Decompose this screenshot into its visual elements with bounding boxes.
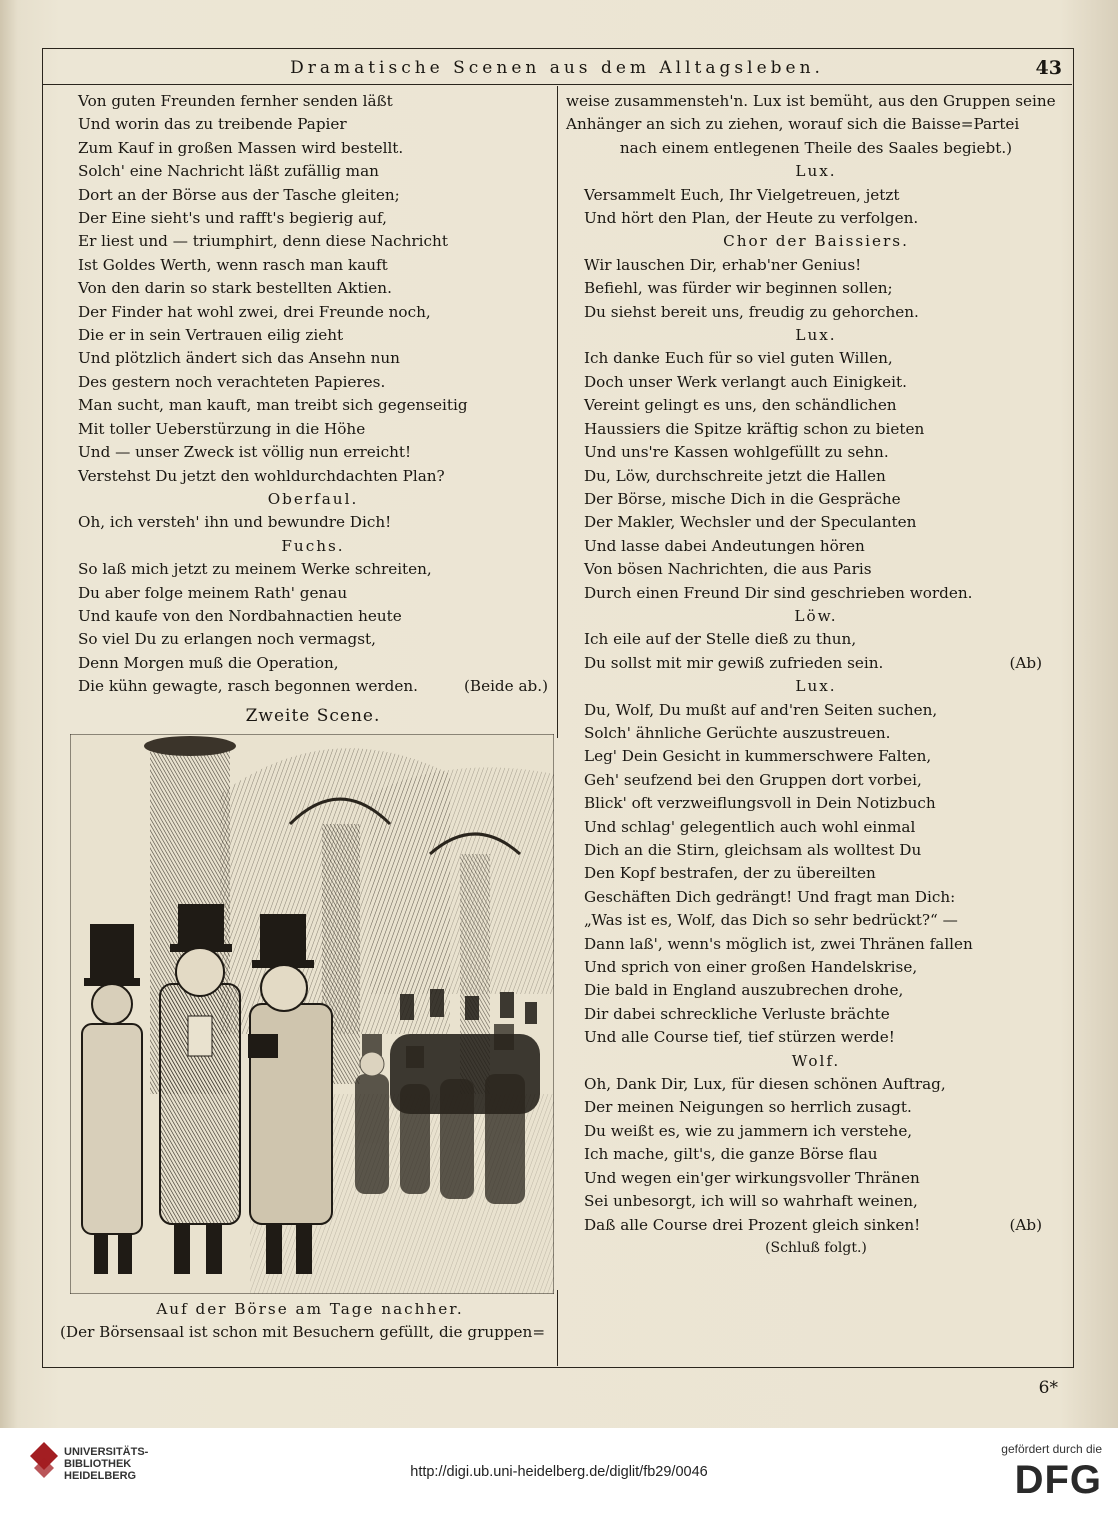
speaker-wolf: Wolf. <box>791 1051 841 1070</box>
verse-line: Die er in sein Vertrauen eilig zieht <box>78 326 344 345</box>
verse-line: Dann laß', wenn's möglich ist, zwei Thränen fallen <box>584 934 973 953</box>
verse-line: Der meinen Neigungen so herrlich zusagt. <box>584 1098 912 1117</box>
verse-line: Solch' ähnliche Gerüchte auszustreuen. <box>584 723 891 742</box>
stage-direction: (Ab) <box>1009 653 1042 672</box>
verse-line: Oh, ich versteh' ihn und bewundre Dich! <box>78 513 392 532</box>
illustration-caption <box>60 1298 560 1345</box>
verse-line: Und wegen ein'ger wirkungsvoller Thränen <box>584 1168 920 1187</box>
page-number: 43 <box>1035 57 1062 79</box>
verse-line: Du siehst bereit uns, freudig zu gehorchen. <box>584 302 919 321</box>
verse-line: „Was ist es, Wolf, das Dich so sehr bedrückt?“ — <box>584 911 958 930</box>
verse-line: Ist Goldes Werth, wenn rasch man kauft <box>78 255 388 274</box>
verse-line: Daß alle Course drei Prozent gleich sinken! <box>584 1215 921 1234</box>
verse-line: Und sprich von einer großen Handelskrise, <box>584 958 918 977</box>
permalink-url[interactable]: http://digi.ub.uni-heidelberg.de/diglit/fb29/0046 <box>410 1464 708 1480</box>
stock-exchange-engraving <box>70 734 554 1294</box>
verse-line: Und kaufe von den Nordbahnactien heute <box>78 606 402 625</box>
speaker-loew: Löw. <box>794 606 838 625</box>
verse-line: Du sollst mit mir gewiß zufrieden sein. <box>584 653 884 672</box>
verse-line-with-stage <box>566 1214 1066 1237</box>
verse-line: Von guten Freunden fernher senden läßt <box>78 92 393 110</box>
verse-line: Der Börse, mische Dich in die Gespräche <box>584 489 901 508</box>
verse-line: Doch unser Werk verlangt auch Einigkeit. <box>584 372 907 391</box>
verse-line: Zum Kauf in großen Massen wird bestellt. <box>78 138 404 157</box>
verse-line: Du, Wolf, Du mußt auf and'ren Seiten suchen, <box>584 700 938 719</box>
verse-line: Dich an die Stirn, gleichsam als wolltest Du <box>584 841 922 859</box>
verse-line: Du weißt es, wie zu jammern ich verstehe, <box>584 1121 913 1140</box>
verse-line: Dir dabei schreckliche Verluste brächte <box>584 1004 890 1023</box>
verse-line: Ich eile auf der Stelle dieß zu thun, <box>584 630 857 649</box>
library-name-line: BIBLIOTHEK <box>64 1458 132 1470</box>
verse-line: Versammelt Euch, Ihr Vielgetreuen, jetzt <box>584 185 900 204</box>
verse-line: Oh, Dank Dir, Lux, für diesen schönen Auftrag, <box>584 1075 946 1094</box>
verse-line: Und schlag' gelegentlich auch wohl einmal <box>584 817 916 836</box>
speaker-fuchs: Fuchs. <box>281 536 345 555</box>
verse-line: Von den darin so stark bestellten Aktien. <box>78 279 392 298</box>
verse-line: Und lasse dabei Andeutungen hören <box>584 536 865 555</box>
dfg-logo: DFG <box>1014 1458 1102 1502</box>
verse-line-with-stage <box>566 652 1066 675</box>
verse-line: Und alle Course tief, tief stürzen werde! <box>584 1028 895 1047</box>
verse-line: Geschäften Dich gedrängt! Und fragt man Dich: <box>584 887 956 906</box>
verse-line: Den Kopf bestrafen, der zu übereilten <box>584 864 876 883</box>
speaker-lux: Lux. <box>795 326 837 345</box>
verse-line: Von bösen Nachrichten, die aus Paris <box>584 560 872 579</box>
speaker-lux: Lux. <box>795 677 837 696</box>
left-column <box>78 90 548 728</box>
stage-direction: (Ab) <box>1009 1215 1042 1234</box>
verse-line: Geh' seufzend bei den Gruppen dort vorbei, <box>584 770 922 789</box>
library-name-line: UNIVERSITÄTS- <box>64 1446 149 1458</box>
verse-line: Vereint gelingt es uns, den schändlichen <box>584 396 897 415</box>
running-title: Dramatische Scenen aus dem Alltagsleben. <box>290 58 824 78</box>
verse-line: Die bald in England auszubrechen drohe, <box>584 981 904 1000</box>
page-header <box>42 58 1072 85</box>
verse-line: Verstehst Du jetzt den wohldurchdachten Plan? <box>78 466 445 485</box>
verse-line: Ich danke Euch für so viel guten Willen, <box>584 349 893 368</box>
library-name-line: HEIDELBERG <box>64 1470 137 1482</box>
stage-direction: nach einem entlegenen Theile des Saales begiebt.) <box>619 138 1013 157</box>
verse-line: Und hört den Plan, der Heute zu verfolgen. <box>584 209 919 228</box>
viewer-footer <box>0 1428 1118 1513</box>
verse-line: So viel Du zu erlangen noch vermagst, <box>78 630 376 649</box>
column-divider-top <box>557 86 558 738</box>
verse-line: Der Finder hat wohl zwei, drei Freunde noch, <box>78 302 431 321</box>
verse-line: Die kühn gewagte, rasch begonnen werden. <box>78 677 418 696</box>
verse-line: Man sucht, man kauft, man treibt sich gegenseitig <box>78 396 468 415</box>
verse-line: Durch einen Freund Dir sind geschrieben worden. <box>584 583 973 602</box>
speaker-lux: Lux. <box>795 162 837 181</box>
verse-line: Denn Morgen muß die Operation, <box>78 653 339 672</box>
verse-line: Dort an der Börse aus der Tasche gleiten; <box>78 185 400 204</box>
verse-line: Haussiers die Spitze kräftig schon zu bieten <box>584 419 925 438</box>
verse-line: Er liest und — triumphirt, denn diese Nachricht <box>78 232 448 251</box>
verse-line: So laß mich jetzt zu meinem Werke schreiten, <box>78 560 432 579</box>
verse-line: Solch' eine Nachricht läßt zufällig man <box>78 162 379 181</box>
verse-line: Der Eine sieht's und rafft's begierig auf, <box>78 209 387 228</box>
funder-label: gefördert durch die <box>1001 1442 1102 1456</box>
verse-line: Mit toller Ueberstürzung in die Höhe <box>78 419 366 438</box>
verse-line: Wir lauschen Dir, erhab'ner Genius! <box>584 255 862 274</box>
stage-direction: weise zusammensteh'n. Lux ist bemüht, aus den Gruppen seine <box>566 92 1056 110</box>
verse-line-with-stage <box>78 675 548 698</box>
verse-line: Und — unser Zweck ist völlig nun erreicht! <box>78 443 412 462</box>
verse-line: Sei unbesorgt, ich will so wahrhaft weinen, <box>584 1192 918 1211</box>
verse-line: Du, Löw, durchschreite jetzt die Hallen <box>584 466 886 485</box>
stage-direction: (Beide ab.) <box>464 677 548 696</box>
verse-line: Und uns're Kassen wohlgefüllt zu sehn. <box>584 443 889 462</box>
verse-line: Leg' Dein Gesicht in kummerschwere Falten, <box>584 747 932 766</box>
verse-line: Und worin das zu treibende Papier <box>78 115 347 134</box>
verse-line: Ich mache, gilt's, die ganze Börse flau <box>584 1145 878 1164</box>
signature-mark: 6* <box>1038 1378 1058 1398</box>
caption-stage-direction: (Der Börsensaal ist schon mit Besuchern gefüllt, die gruppen= <box>60 1323 546 1342</box>
speaker-oberfaul: Oberfaul. <box>267 489 359 508</box>
right-column <box>566 90 1066 1260</box>
verse-line: Des gestern noch verachteten Papieres. <box>78 372 386 391</box>
speaker-chor: Chor der Baissiers. <box>723 232 909 251</box>
verse-line: Befiehl, was fürder wir beginnen sollen; <box>584 279 893 298</box>
stage-direction: Anhänger an sich zu ziehen, worauf sich die Baisse=Partei <box>566 115 1020 134</box>
verse-line: Und plötzlich ändert sich das Ansehn nun <box>78 349 400 368</box>
continuation-note: (Schluß folgt.) <box>765 1239 867 1256</box>
caption-title: Auf der Börse am Tage nachher. <box>156 1300 464 1318</box>
verse-line: Du aber folge meinem Rath' genau <box>78 583 348 602</box>
verse-line: Der Makler, Wechsler und der Speculanten <box>584 513 917 532</box>
verse-line: Blick' oft verzweiflungsvoll in Dein Notizbuch <box>584 794 936 813</box>
scene-title: Zweite Scene. <box>245 705 381 726</box>
